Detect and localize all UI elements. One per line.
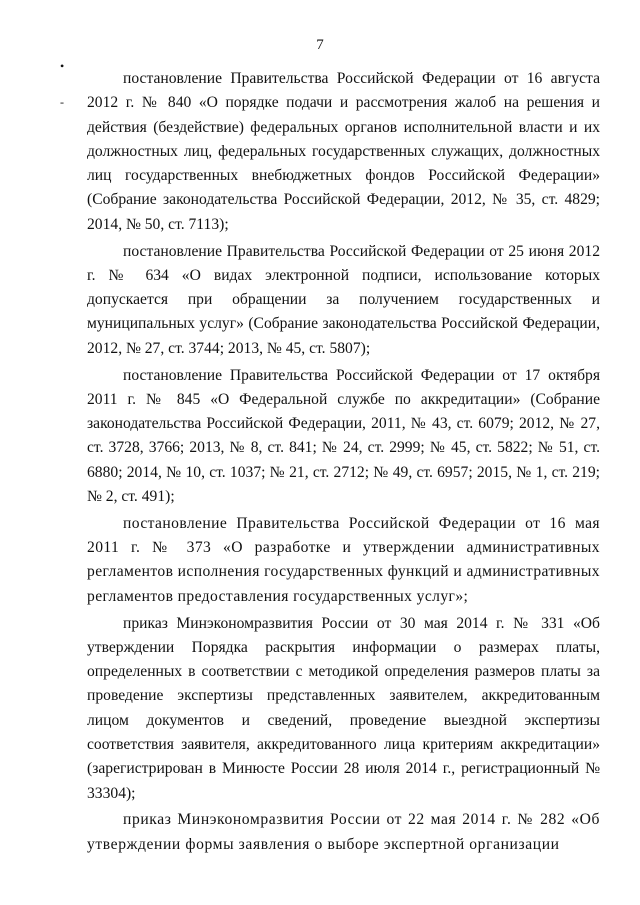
paragraph-decree-634: постановление Правительства Российской Федерации от 25 июня 2012 г. № 634 «О видах электронной подписи, использование которых допускается при обращении за получением государственных и муниципальных услуг» (Собрание законодательства Российской Федерации, 2012, № 27, ст. 3744; 2013, № 45, ст. 5807);	[87, 242, 600, 357]
margin-dash-mark: -	[60, 95, 64, 109]
paragraph-order-282: приказ Минэкономразвития России от 22 мая 2014 г. № 282 «Об утверждении формы заявления о выборе экспертной организации	[87, 811, 600, 853]
paragraph-decree-845: постановление Правительства Российской Федерации от 17 октября 2011 г. № 845 «О Федеральной службе по аккредитации» (Собрание законодательства Российской Федерации, 2011, № 43, ст. 6079; 2012, № 27, ст. 3728, 3766; 2013, № 8, ст. 841; № 24, ст. 2999; № 45, ст. 5822; № 51, ст. 6880; 2014, № 10, ст. 1037; № 21, ст. 2712; № 49, ст. 6957; 2015, № 1, ст. 219; № 2, ст. 491);	[87, 366, 600, 506]
page-number: 7	[316, 37, 324, 53]
paragraph-decree-373: постановление Правительства Российской Федерации от 16 мая 2011 г. № 373 «О разработке и утверждении административных регламентов исполнения государственных функций и административных регламентов предоставления государственных услуг»;	[87, 514, 600, 605]
document-body	[87, 67, 600, 857]
margin-dot-mark: •	[60, 59, 65, 73]
paragraph-order-331: приказ Минэкономразвития России от 30 мая 2014 г. № 331 «Об утверждении Порядка раскрытия информации о размерах платы, определенных в соответствии с методикой определения размеров платы за проведение экспертизы представленных заявителем, аккредитованным лицом документов и сведений, проведение выездной экспертизы соответствия заявителя, аккредитованного лица критериям аккредитации» (зарегистрирован в Минюсте России 28 июля 2014 г., регистрационный № 33304);	[87, 614, 600, 802]
paragraph-decree-840: постановление Правительства Российской Федерации от 16 августа 2012 г. № 840 «О порядке подачи и рассмотрения жалоб на решения и действия (бездействие) федеральных органов исполнительной власти и их должностных лиц, федеральных государственных служащих, должностных лиц государственных внебюджетных фондов Российской Федерации» (Собрание законодательства Российской Федерации, 2012, № 35, ст. 4829; 2014, № 50, ст. 7113);	[87, 70, 600, 233]
